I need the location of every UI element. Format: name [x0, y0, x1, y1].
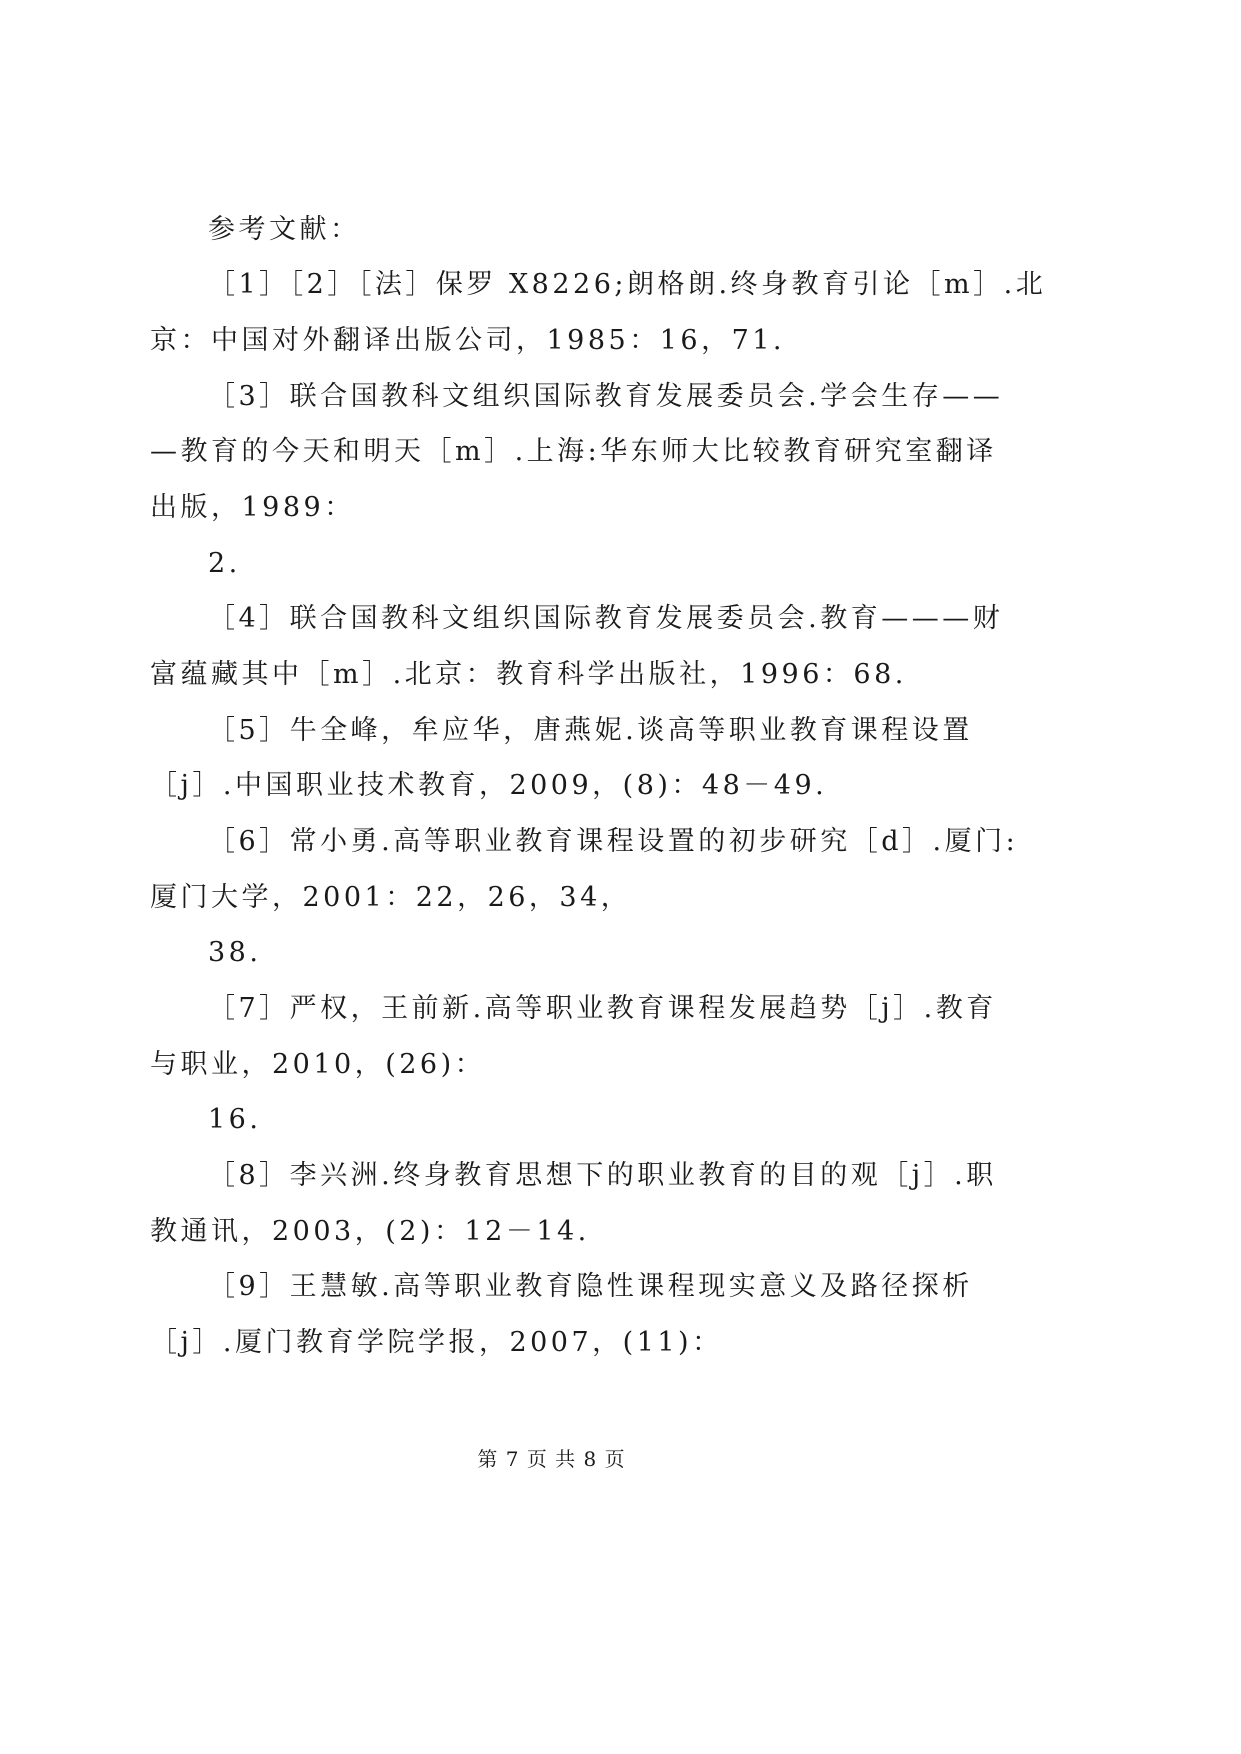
reference-line: ［5］牛全峰，牟应华，唐燕妮.谈高等职业教育课程设置	[208, 715, 973, 746]
page-number-footer: 第 7 页 共 8 页	[477, 1447, 626, 1471]
reference-line: ［7］严权，王前新.高等职业教育课程发展趋势［j］.教育	[208, 993, 997, 1024]
reference-line: 富蕴藏其中［m］.北京：教育科学出版社，1996：68.	[150, 659, 907, 690]
reference-line: 与职业，2010，(26)：	[150, 1049, 486, 1080]
reference-line: ［3］联合国教科文组织国际教育发展委员会.学会生存——	[208, 381, 1004, 412]
reference-line: 京：中国对外翻译出版公司，1985：16，71.	[150, 325, 786, 356]
reference-line: ［1］［2］［法］保罗 X8226;朗格朗.终身教育引论［m］.北	[208, 269, 1047, 300]
reference-line: 出版，1989：	[150, 492, 355, 523]
reference-line: 16.	[208, 1104, 262, 1135]
reference-line: ［4］联合国教科文组织国际教育发展委员会.教育———财	[208, 603, 1004, 634]
reference-line: ［j］.厦门教育学院学报，2007，(11)：	[150, 1327, 723, 1358]
reference-line: 2.	[208, 548, 241, 579]
reference-line: ［9］王慧敏.高等职业教育隐性课程现实意义及路径探析	[208, 1271, 973, 1302]
references-heading: 参考文献：	[208, 214, 361, 245]
reference-line: 厦门大学，2001：22，26，34，	[150, 882, 632, 913]
reference-line: 38.	[208, 937, 262, 968]
reference-line: ［8］李兴洲.终身教育思想下的职业教育的目的观［j］.职	[208, 1160, 997, 1191]
reference-line: 教通讯，2003，(2)：12－14.	[150, 1216, 590, 1247]
reference-line: —教育的今天和明天［m］.上海:华东师大比较教育研究室翻译	[150, 436, 997, 467]
reference-line: ［j］.中国职业技术教育，2009，(8)：48－49.	[150, 770, 828, 801]
reference-line: ［6］常小勇.高等职业教育课程设置的初步研究［d］.厦门:	[208, 826, 1019, 857]
